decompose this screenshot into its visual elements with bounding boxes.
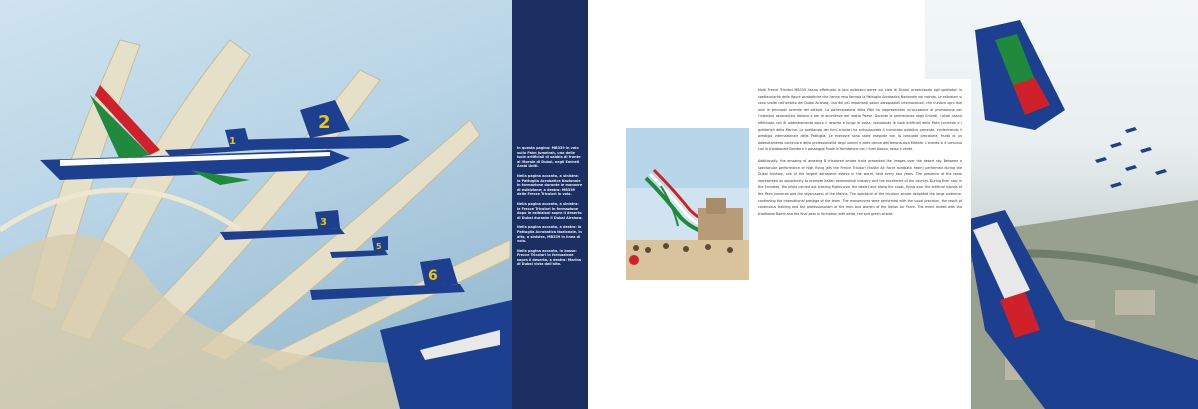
- article-paragraph-italian: Molti Frecce Tricolori MB339 hanno effettuato le loro esibizioni aeree sul cielo di Dubai, presentando agli spettatori la spettacolarità delle figure acrobatiche che hanno reso famosa la Pattuglia Acrobatica Nazionale nel mondo. Le esibizioni si sono svolte nell'ambito del Dubai Airshow, uno dei più importanti saloni aerospaziali internazionali, che riunisce ogni due anni le principali aziende del settore. La partecipazione della PAN ha rappresentato un'occasione di promozione per l'industria aeronautica italiana e per le eccellenze del nostro Paese. Durante la permanenza negli Emirati, i piloti hanno effettuato voli di addestramento sopra il deserto e lungo la costa, sorvolando le isole artificiali della Palm Jumeirah e i grattacieli della Marina. Lo spettacolo dei fumi tricolori ha entusiasmato il numeroso pubblico presente, confermando il prestigio internazionale della Pattuglia. Le manovre sono state eseguite con la consueta precisione, frutto di un addestramento continuo e della professionalità degli uomini e delle donne dell'Aeronautica Militare. L'evento si è concluso con la tradizionale Bomba e il passaggio finale in formazione con i fumi bianco, rosso e verde.: [758, 88, 962, 152]
- svg-text:5: 5: [376, 242, 382, 251]
- left-photo-art: [0, 0, 512, 409]
- caption-4: Nella pagina accanto, a destra: la Pattuglia Acrobatica Nazionale, in alto, a sinistra, MB339 in linea di volo.: [517, 225, 582, 244]
- caption-sidebar: [512, 0, 588, 409]
- caption-1: In questa pagina: MB339 in volo sulla Palm Jumeirah, una delle isole artificiali di sabbia di fronte al litorale di Dubai, negli Emirati Arabi Uniti.: [517, 146, 581, 169]
- svg-text:2: 2: [318, 112, 331, 133]
- middle-photo-art: [626, 128, 751, 280]
- caption-2: Nella pagina accanto, a sinistra: la Pattuglia Acrobatica Nazionale in formazione durante le manovre di esibizione; a destra: MB339 delle Frecce Tricolori in volo.: [517, 173, 583, 197]
- middle-photo: [626, 128, 751, 280]
- caption-5: Nella pagina accanto, in basso: Frecce Tricolori in formazione sopra il deserto, a destra: Marina di Dubai vista dall'alto.: [517, 248, 582, 267]
- article-text-column: [749, 79, 971, 409]
- jet-top: [975, 20, 1065, 130]
- caption-3: Nella pagina accanto, a sinistra: le Frecce Tricolori in formazione dopo le esibizioni sopra il deserto di Dubai durante il Dubai Airshow.: [517, 201, 583, 220]
- formation-jets: [1095, 127, 1167, 188]
- jet-bottom: [380, 300, 512, 409]
- svg-text:1: 1: [229, 136, 236, 147]
- left-photo: [0, 0, 512, 409]
- svg-text:3: 3: [320, 217, 327, 228]
- article-paragraph-english: Additionally, the amazing of amazing B tricolored smoke trails presented the images over the desert sky. Between a spectacular performance of high flying jets the Frecce Tricolori (Italian Air Force acrobatic team) performed during the Dubai Airshow, one of the largest aerospace events in the world, held every two years. The presence of the team represented an opportunity to promote Italian aeronautical industry and the excellence of the country. During their stay in the Emirates, the pilots carried out training flights over the desert and along the coast, flying over the artificial islands of the Palm Jumeirah and the skyscrapers of the Marina. The spectacle of the tricolour smoke delighted the large audience, confirming the international prestige of the team. The manoeuvres were performed with the usual precision, the result of continuous training and the professionalism of the men and women of the Italian Air Force. The event ended with the traditional Bomb and the final pass in formation with white, red and green smoke.: [758, 158, 962, 216]
- svg-text:6: 6: [428, 268, 438, 284]
- jet-2: [230, 100, 410, 150]
